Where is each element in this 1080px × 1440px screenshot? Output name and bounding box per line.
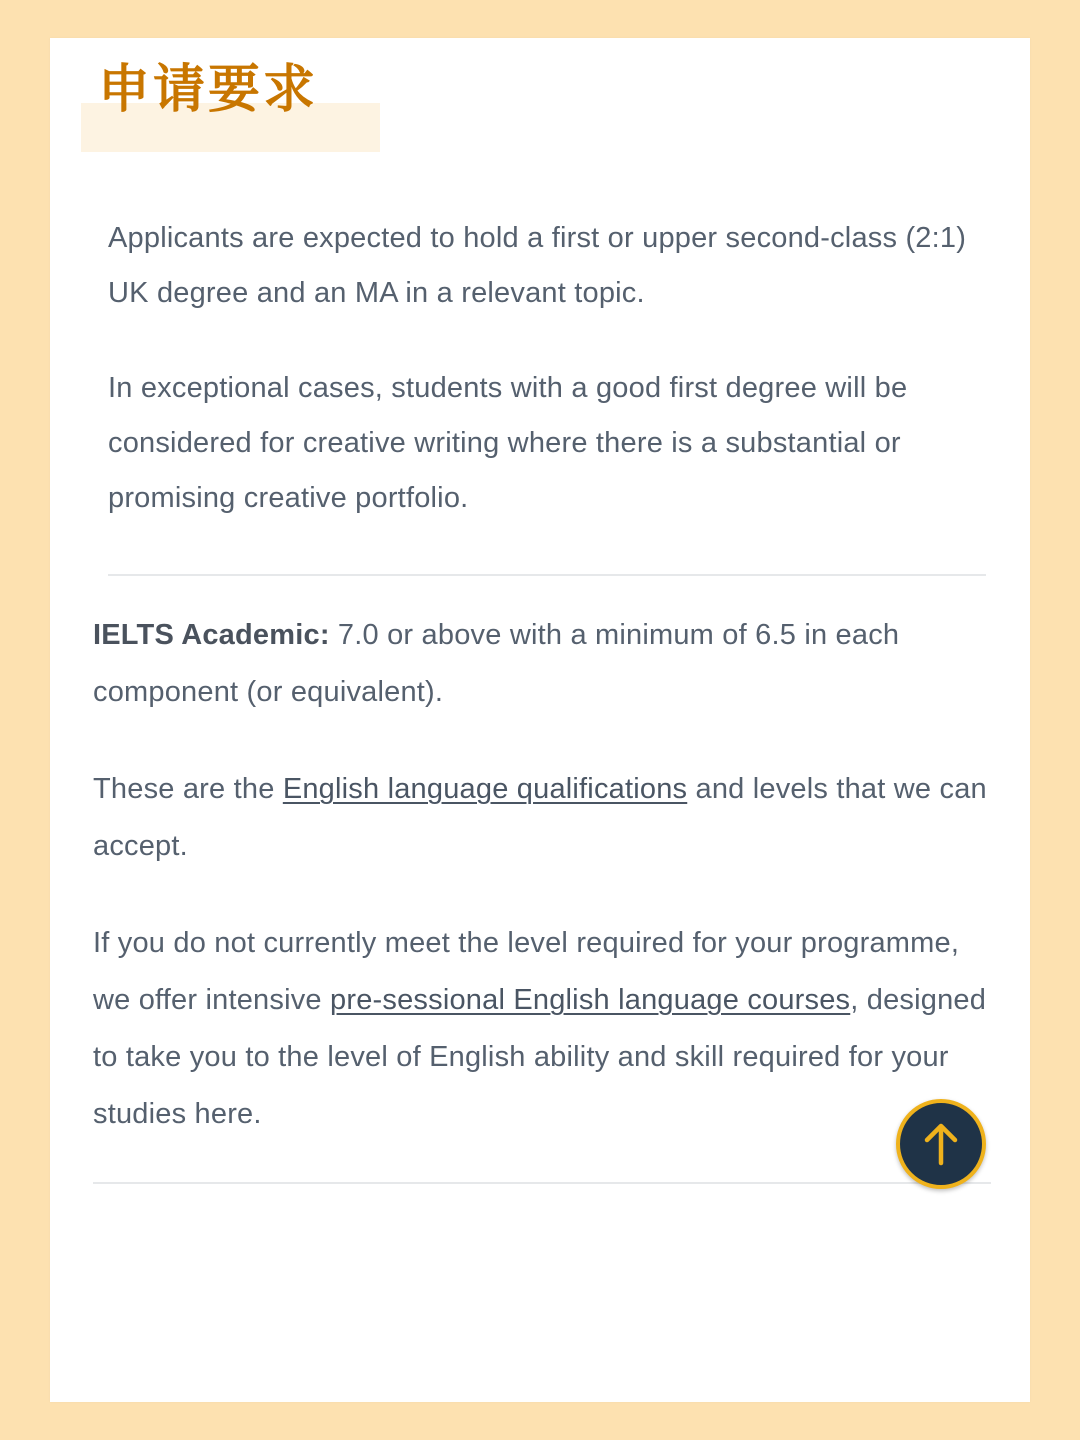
- qualifications-text-before: These are the: [93, 773, 283, 805]
- pre-sessional-text-before: If you do not currently meet the level required for your programme, we offer intensive: [93, 927, 960, 1016]
- content-card: [50, 38, 1030, 1402]
- pre-sessional-courses-link[interactable]: pre-sessional English language courses: [330, 984, 851, 1016]
- english-qualifications-text: [93, 761, 993, 875]
- divider: [93, 1182, 991, 1184]
- section-title: 申请要求: [98, 60, 319, 120]
- pre-sessional-text-after: , designed to take you to the level of English ability and skill required for your studies here.: [93, 984, 987, 1130]
- ielts-label: IELTS Academic:: [93, 619, 330, 651]
- english-qualifications-link[interactable]: English language qualifications: [282, 773, 688, 805]
- academic-requirement-text: Applicants are expected to hold a first or upper second-class (2:1) UK degree and an MA in a relevant topic.: [108, 222, 967, 309]
- ielts-text: 7.0 or above with a minimum of 6.5 in each component (or equivalent).: [93, 619, 900, 708]
- divider: [108, 574, 986, 576]
- qualifications-text-after: and levels that we can accept.: [93, 773, 987, 862]
- exceptional-cases-text: In exceptional cases, students with a good first degree will be considered for creative writing where there is a substantial or promising creative portfolio.: [108, 372, 908, 514]
- ielts-requirement: [93, 607, 993, 721]
- arrow-up-icon: [921, 1121, 961, 1167]
- back-to-top-button[interactable]: [896, 1099, 986, 1189]
- pre-sessional-text: [93, 915, 1003, 1143]
